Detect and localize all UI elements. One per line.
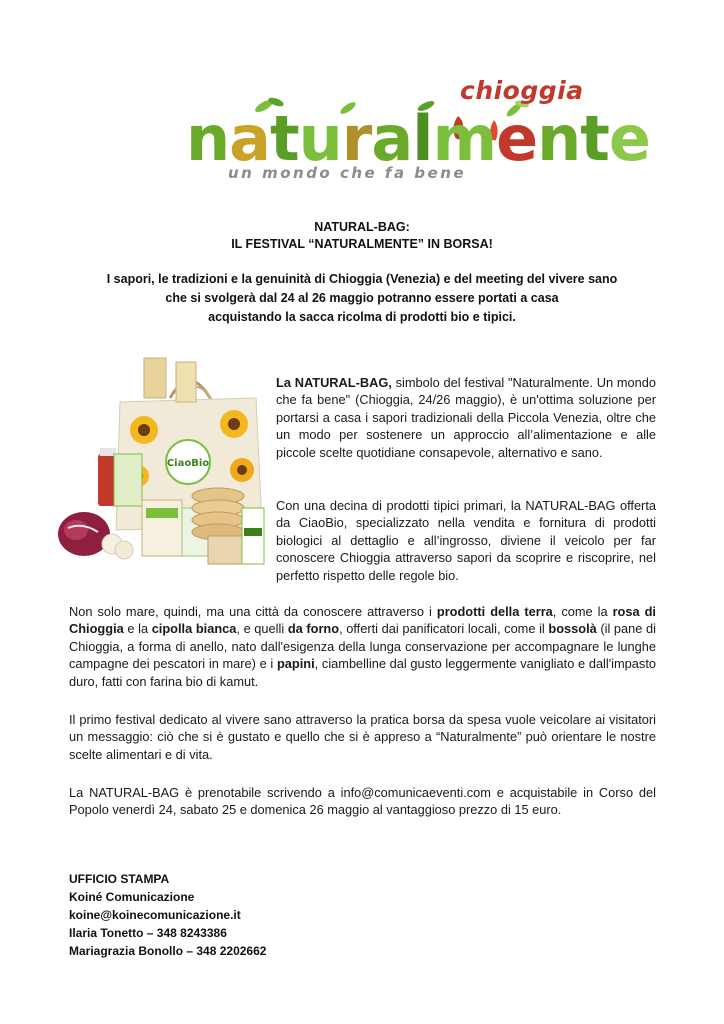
intro-line-2: che si svolgerà dal 24 al 26 maggio potranno essere portati a casa <box>165 291 559 305</box>
bossola-bread-icon <box>192 488 244 540</box>
press-office-title: UFFICIO STAMPA <box>69 872 170 886</box>
logo-city: chioggia <box>460 76 584 105</box>
press-contact-1: Ilaria Tonetto – 348 8243386 <box>69 926 227 940</box>
p3-bold: papini <box>276 656 315 672</box>
press-office-block <box>69 870 266 960</box>
title-line-1: NATURAL-BAG: <box>314 220 410 234</box>
p3-text: , offerti dai panificatori locali, come il <box>339 621 549 637</box>
svg-text:naturalmente: naturalmente <box>186 102 650 175</box>
press-contact-2: Mariagrazia Bonollo – 348 2202662 <box>69 944 267 958</box>
p3-text: , ciambelline dal gusto leggermente vanigliato e dall'impasto duro, fatti con farina bio di kamut. <box>69 656 656 689</box>
p3-bold: cipolla bianca <box>151 621 237 637</box>
p3-text: , e quelli <box>236 621 288 637</box>
press-email: koine@koinecomunicazione.it <box>69 908 241 922</box>
paragraph-1-text: simbolo del festival "Naturalmente. Un mondo che fa bene" (Chioggia, 24/26 maggio), è un'ottima soluzione per portarsi a casa i sapori tradizionali della Piccola Venezia, oltre che un modo per sostenere un approccio all’alimentazione e alle piccole scelte quotidiane consapevole, alternativo e sano. <box>276 375 656 460</box>
paragraph-ciaobio: Con una decina di prodotti tipici primari, la NATURAL-BAG offerta da CiaoBio, specializzato nella vendita e fornitura di prodotti biologici al dettaglio e all’ingrosso, diviene il veicolo per far conoscere Chioggia attraverso sapori da scoprire e riscoprire, nel perfetto rispetto delle regole bio. <box>276 498 656 583</box>
p3-text: e la <box>123 621 152 637</box>
natural-bag-photo <box>58 358 268 568</box>
title-line-2: IL FESTIVAL “NATURALMENTE” IN BORSA! <box>231 237 493 251</box>
paragraph-booking: La NATURAL-BAG è prenotabile scrivendo a info@comunicaeventi.com e acquistabile in Corso del Popolo venerdì 24, sabato 25 e domenica 26 maggio al vantaggioso prezzo di 15 euro. <box>69 785 656 818</box>
press-agency: Koiné Comunicazione <box>69 890 195 904</box>
p3-bold: rosa di Chioggia <box>69 604 656 637</box>
paragraph-natural-bag-intro <box>276 374 656 461</box>
intro-paragraph <box>60 270 664 327</box>
paragraph-products <box>69 603 656 690</box>
bag-brand-label: CiaoBio <box>166 458 210 469</box>
paragraph-festival-message: Il primo festival dedicato al vivere sano attraverso la pratica borsa da spesa vuole veicolare ai visitatori un messaggio: ciò che si è gustato e quello che si è appreso a “Naturalmente” può orientare le nostre scelte alimentari e di vita. <box>69 712 656 762</box>
p3-text: (il pane di Chioggia, a forma di anello, nato dall'esigenza della lunga conservazione per accompagnare le lunghe campagne dei pescatori in mare) e i <box>69 621 656 672</box>
intro-line-3: acquistando la sacca ricolma di prodotti bio e tipici. <box>208 310 516 324</box>
logo-tagline: un mondo che fa bene <box>228 164 467 182</box>
natural-bag-bold: La NATURAL-BAG, <box>276 375 392 390</box>
p3-bold: prodotti della terra <box>436 604 553 619</box>
p3-text: , come la <box>552 604 613 619</box>
p3-bold: da forno <box>287 621 340 637</box>
p3-text: Non solo mare, quindi, ma una città da conoscere attraverso i <box>69 604 437 619</box>
radicchio-icon <box>58 512 110 556</box>
p3-bold: bossolà <box>548 621 597 637</box>
intro-line-1: I sapori, le tradizioni e la genuinità di Chioggia (Venezia) e del meeting del vivere sano <box>106 272 618 286</box>
